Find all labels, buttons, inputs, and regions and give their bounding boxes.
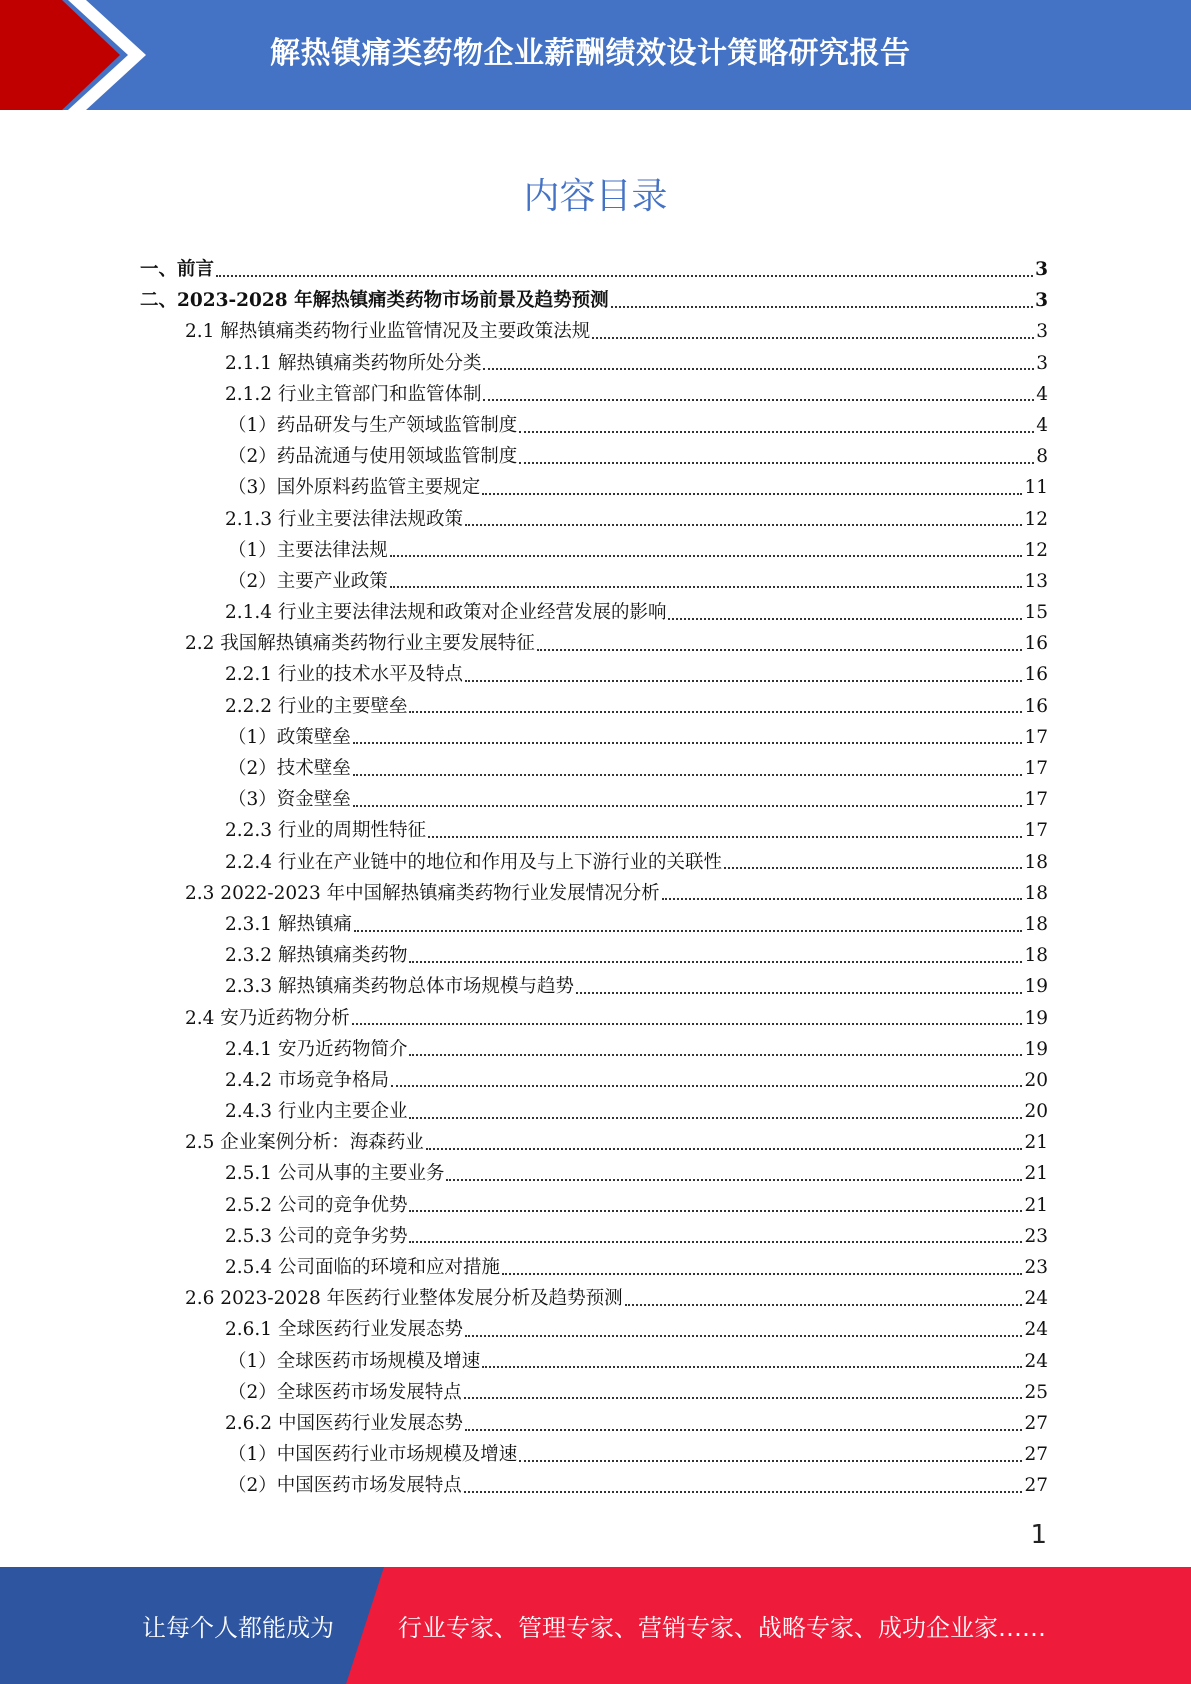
- toc-entry-page: 24: [1024, 1319, 1048, 1341]
- toc-leader-dots: [409, 961, 1022, 963]
- toc-entry-label: 2.2.1 行业的技术水平及特点: [225, 664, 463, 686]
- toc-entry-label: 2.3.3 解热镇痛类药物总体市场规模与趋势: [225, 976, 574, 998]
- toc-entry-label: 2.4.3 行业内主要企业: [225, 1101, 408, 1123]
- toc-leader-dots: [409, 1054, 1022, 1056]
- arrow-chevron-icon: [0, 0, 150, 110]
- toc-leader-dots: [426, 1148, 1023, 1150]
- toc-leader-dots: [464, 1491, 1023, 1493]
- toc-entry-page: 17: [1024, 820, 1048, 842]
- toc-entry[interactable]: [140, 535, 1048, 566]
- footer-banner: [0, 1567, 1191, 1684]
- toc-entry-label: 2.4 安乃近药物分析: [185, 1007, 350, 1029]
- toc-leader-dots: [353, 774, 1023, 776]
- toc-entry[interactable]: [140, 784, 1048, 815]
- toc-entry-page: 3: [1036, 352, 1048, 374]
- toc-leader-dots: [611, 306, 1034, 308]
- toc-entry-label: 2.2.4 行业在产业链中的地位和作用及与上下游行业的关联性: [225, 851, 722, 873]
- toc-entry-page: 12: [1024, 508, 1048, 530]
- toc-entry-label: （3）国外原料药监管主要规定: [228, 477, 481, 499]
- report-title: 解热镇痛类药物企业薪酬绩效设计策略研究报告: [270, 36, 911, 71]
- toc-entry[interactable]: [140, 1190, 1048, 1221]
- toc-entry-page: 4: [1036, 383, 1048, 405]
- toc-entry-page: 20: [1024, 1069, 1048, 1091]
- toc-entry[interactable]: [140, 628, 1048, 659]
- toc-entry[interactable]: [140, 1065, 1048, 1096]
- toc-entry-page: 17: [1024, 758, 1048, 779]
- toc-leader-dots: [465, 680, 1022, 682]
- toc-entry-label: 2.1.3 行业主要法律法规政策: [225, 508, 463, 530]
- toc-entry-label: （1）全球医药市场规模及增速: [228, 1350, 481, 1372]
- toc-entry-label: 2.1 解热镇痛类药物行业监管情况及主要政策法规: [185, 321, 591, 343]
- toc-entry-label: 2.6.1 全球医药行业发展态势: [225, 1319, 463, 1341]
- toc-leader-dots: [662, 898, 1023, 900]
- toc-leader-dots: [592, 337, 1034, 339]
- toc-entry-page: 23: [1024, 1225, 1048, 1247]
- toc-entry-page: 16: [1024, 633, 1048, 655]
- toc-heading: 内容目录: [523, 176, 668, 217]
- toc-entry-page: 18: [1024, 913, 1048, 935]
- toc-entry-label: 2.6 2023-2028 年医药行业整体发展分析及趋势预测: [185, 1288, 623, 1310]
- toc-entry-label: 2.4.2 市场竞争格局: [225, 1069, 389, 1091]
- toc-leader-dots: [409, 1241, 1022, 1243]
- toc-entry[interactable]: [140, 659, 1048, 690]
- toc-entry-label: （2）全球医药市场发展特点: [228, 1381, 462, 1403]
- toc-entry-page: 3: [1036, 321, 1048, 343]
- toc-entry[interactable]: [140, 597, 1048, 628]
- toc-entry[interactable]: [140, 940, 1048, 971]
- toc-leader-dots: [625, 1304, 1023, 1306]
- toc-entry-page: 27: [1024, 1412, 1048, 1434]
- toc-entry[interactable]: [140, 1314, 1048, 1345]
- toc-leader-dots: [465, 1335, 1022, 1337]
- toc-entry[interactable]: [140, 691, 1048, 722]
- toc-leader-dots: [465, 524, 1022, 526]
- toc-entry[interactable]: [140, 441, 1048, 472]
- toc-entry-label: （2）技术壁垒: [228, 758, 351, 779]
- toc-leader-dots: [519, 462, 1034, 464]
- toc-entry[interactable]: [140, 1158, 1048, 1189]
- toc-entry-label: （1）药品研发与生产领域监管制度: [228, 414, 518, 436]
- toc-entry[interactable]: [140, 348, 1048, 379]
- toc-entry[interactable]: [140, 379, 1048, 410]
- toc-entry-page: 21: [1024, 1132, 1048, 1154]
- toc-entry-page: 27: [1024, 1444, 1048, 1466]
- toc-entry-page: 18: [1024, 945, 1048, 967]
- toc-entry[interactable]: [140, 1346, 1048, 1377]
- toc-entry[interactable]: [140, 1034, 1048, 1065]
- toc-entry-page: 4: [1036, 414, 1048, 436]
- toc-entry-page: 19: [1024, 1007, 1048, 1029]
- toc-entry[interactable]: [140, 1252, 1048, 1283]
- toc-entry-page: 3: [1035, 259, 1048, 280]
- toc-entry-label: 2.2.3 行业的周期性特征: [225, 820, 426, 842]
- toc-entry-label: 2.5 企业案例分析：海森药业: [185, 1132, 424, 1154]
- toc-entry[interactable]: [140, 909, 1048, 940]
- toc-leader-dots: [483, 399, 1034, 401]
- page-number: 1: [1030, 1520, 1047, 1550]
- toc-leader-dots: [724, 867, 1022, 869]
- toc-entry[interactable]: [140, 316, 1048, 347]
- toc-entry-page: 25: [1024, 1381, 1048, 1403]
- toc-entry-label: 2.5.4 公司面临的环境和应对措施: [225, 1257, 500, 1278]
- toc-entry-page: 27: [1024, 1475, 1048, 1497]
- toc-entry-label: 2.3.1 解热镇痛: [225, 913, 352, 935]
- toc-leader-dots: [537, 649, 1023, 651]
- toc-leader-dots: [353, 742, 1023, 744]
- toc-leader-dots: [464, 1397, 1023, 1399]
- toc-leader-dots: [390, 555, 1023, 557]
- footer-slogan-left: 让每个人都能成为: [142, 1614, 334, 1642]
- toc-entry-page: 20: [1024, 1101, 1048, 1123]
- toc-leader-dots: [482, 493, 1022, 495]
- toc-leader-dots: [519, 1460, 1022, 1462]
- toc-leader-dots: [668, 618, 1022, 620]
- toc-entry-label: 2.6.2 中国医药行业发展态势: [225, 1412, 463, 1434]
- toc-leader-dots: [390, 586, 1023, 588]
- toc-entry-label: 一、前言: [140, 259, 215, 280]
- toc-entry[interactable]: [140, 504, 1048, 535]
- toc-entry-page: 3: [1035, 290, 1048, 312]
- toc-entry-label: 2.3 2022-2023 年中国解热镇痛类药物行业发展情况分析: [185, 882, 660, 904]
- toc-entry[interactable]: [140, 847, 1048, 878]
- toc-entry-page: 21: [1024, 1163, 1048, 1185]
- table-of-contents: [140, 254, 1048, 1502]
- toc-entry-page: 17: [1024, 726, 1048, 748]
- toc-leader-dots: [216, 275, 1033, 277]
- toc-leader-dots: [576, 992, 1022, 994]
- toc-entry-label: （2）药品流通与使用领域监管制度: [228, 446, 518, 468]
- toc-entry[interactable]: [140, 254, 1048, 285]
- toc-entry-page: 11: [1024, 477, 1048, 499]
- header-banner: [0, 0, 1191, 110]
- toc-entry[interactable]: [140, 472, 1048, 503]
- toc-entry[interactable]: [140, 1439, 1048, 1470]
- toc-entry[interactable]: [140, 1470, 1048, 1501]
- toc-entry-page: 19: [1024, 1038, 1048, 1060]
- toc-entry-page: 16: [1024, 695, 1048, 717]
- toc-entry-page: 16: [1024, 664, 1048, 686]
- toc-entry-label: （1）政策壁垒: [228, 726, 351, 748]
- toc-entry[interactable]: [140, 566, 1048, 597]
- toc-entry-label: （1）主要法律法规: [228, 539, 388, 561]
- toc-entry[interactable]: [140, 1003, 1048, 1034]
- toc-leader-dots: [409, 1117, 1022, 1119]
- toc-leader-dots: [428, 836, 1022, 838]
- toc-entry-page: 12: [1024, 539, 1048, 561]
- toc-entry-page: 24: [1024, 1288, 1048, 1310]
- toc-entry-page: 19: [1024, 976, 1048, 998]
- toc-entry-label: （3）资金壁垒: [228, 789, 351, 811]
- toc-entry[interactable]: [140, 722, 1048, 753]
- toc-entry-page: 23: [1024, 1257, 1048, 1278]
- toc-entry-page: 8: [1036, 446, 1048, 468]
- toc-entry-label: （2）主要产业政策: [228, 570, 388, 592]
- toc-leader-dots: [409, 711, 1022, 713]
- toc-entry-label: 2.1.1 解热镇痛类药物所处分类: [225, 352, 482, 374]
- toc-entry-label: 2.2 我国解热镇痛类药物行业主要发展特征: [185, 633, 535, 655]
- toc-entry-label: （1）中国医药行业市场规模及增速: [228, 1444, 518, 1466]
- toc-leader-dots: [465, 1429, 1022, 1431]
- toc-entry-label: 2.4.1 安乃近药物简介: [225, 1038, 408, 1060]
- toc-entry[interactable]: [140, 878, 1048, 909]
- toc-entry[interactable]: [140, 1096, 1048, 1127]
- toc-entry[interactable]: [140, 410, 1048, 441]
- toc-leader-dots: [352, 1023, 1023, 1025]
- toc-leader-dots: [502, 1273, 1022, 1275]
- toc-entry-label: 2.2.2 行业的主要壁垒: [225, 695, 408, 717]
- toc-leader-dots: [353, 805, 1023, 807]
- toc-entry-label: 2.3.2 解热镇痛类药物: [225, 945, 408, 967]
- toc-entry[interactable]: [140, 285, 1048, 316]
- toc-entry[interactable]: [140, 1127, 1048, 1158]
- toc-entry-label: 2.5.1 公司从事的主要业务: [225, 1163, 445, 1185]
- toc-entry[interactable]: [140, 971, 1048, 1002]
- toc-leader-dots: [483, 368, 1034, 370]
- toc-leader-dots: [446, 1179, 1022, 1181]
- toc-entry-page: 21: [1024, 1194, 1048, 1216]
- toc-entry-page: 18: [1024, 882, 1048, 904]
- toc-leader-dots: [482, 1366, 1022, 1368]
- toc-entry[interactable]: [140, 1221, 1048, 1252]
- toc-entry-page: 17: [1024, 789, 1048, 811]
- toc-entry-page: 18: [1024, 851, 1048, 873]
- toc-leader-dots: [409, 1210, 1022, 1212]
- toc-entry-label: 2.1.2 行业主管部门和监管体制: [225, 383, 482, 405]
- toc-entry-label: 2.5.3 公司的竞争劣势: [225, 1225, 408, 1247]
- toc-entry-label: 2.5.2 公司的竞争优势: [225, 1194, 408, 1216]
- toc-entry[interactable]: [140, 1377, 1048, 1408]
- toc-entry[interactable]: [140, 1283, 1048, 1314]
- toc-entry-label: （2）中国医药市场发展特点: [228, 1475, 462, 1497]
- toc-entry-label: 二、2023-2028 年解热镇痛类药物市场前景及趋势预测: [140, 290, 609, 312]
- toc-entry-page: 24: [1024, 1350, 1048, 1372]
- toc-entry-page: 15: [1024, 602, 1048, 624]
- toc-leader-dots: [391, 1085, 1022, 1087]
- footer-slogan-right: 行业专家、管理专家、营销专家、战略专家、成功企业家……: [398, 1614, 1046, 1642]
- toc-entry-page: 13: [1024, 570, 1048, 592]
- toc-leader-dots: [519, 431, 1034, 433]
- toc-entry[interactable]: [140, 1408, 1048, 1439]
- toc-leader-dots: [354, 930, 1023, 932]
- toc-entry[interactable]: [140, 815, 1048, 846]
- toc-entry-label: 2.1.4 行业主要法律法规和政策对企业经营发展的影响: [225, 602, 667, 624]
- toc-entry[interactable]: [140, 753, 1048, 784]
